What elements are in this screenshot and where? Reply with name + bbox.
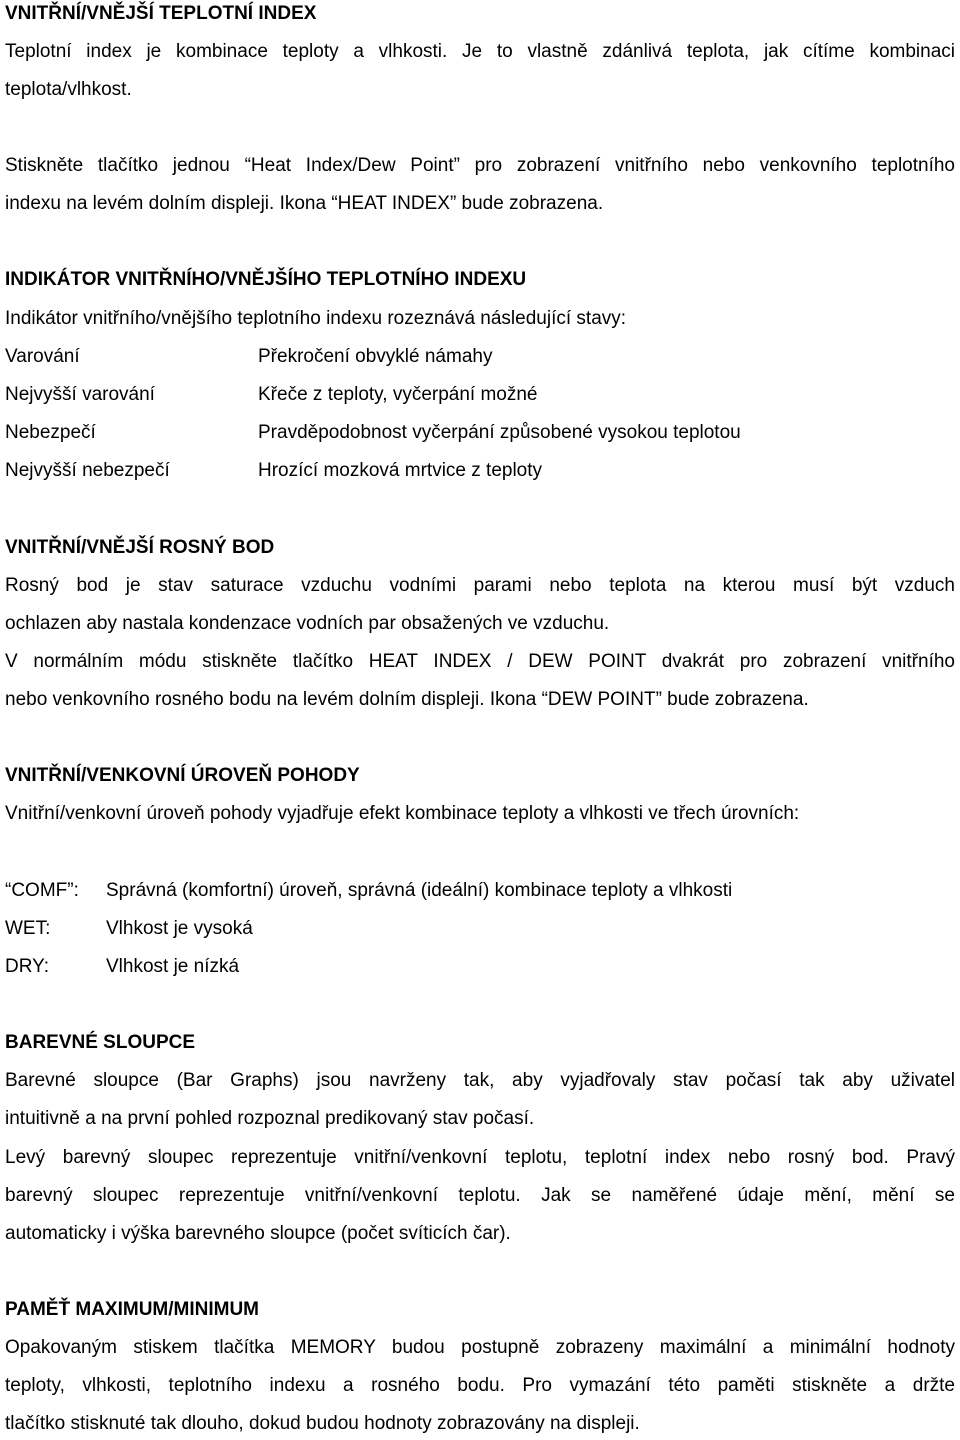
- bar-graphs-paragraph-line-5: automaticky i výška barevného sloupce (počet svíticích čar).: [5, 1223, 511, 1244]
- bar-graphs-paragraph-line-1: Barevné sloupce (Bar Graphs) jsou navrženy tak, aby vyjadřovaly stav počasí tak aby uživatel: [5, 1070, 955, 1091]
- bar-graphs-paragraph-line-2: intuitivně a na první pohled rozpoznal predikovaný stav počasí.: [5, 1108, 535, 1129]
- comfort-level-description: Správná (komfortní) úroveň, správná (ideální) kombinace teploty a vlhkosti: [106, 880, 733, 901]
- indicator-intro: Indikátor vnitřního/vnějšího teplotního indexu rozeznává následující stavy:: [5, 308, 627, 329]
- dew-point-instruction-line-2: nebo venkovního rosného bodu na levém dolním displeji. Ikona “DEW POINT” bude zobrazena.: [5, 689, 809, 710]
- memory-paragraph-line-1: Opakovaným stiskem tlačítka MEMORY budou postupně zobrazeny maximální a minimální hodnoty: [5, 1337, 955, 1358]
- bar-graphs-paragraph-line-4: barevný sloupec reprezentuje vnitřní/venkovní teplotu. Jak se naměřené údaje mění, mění se: [5, 1185, 955, 1206]
- heat-index-instruction-line-2: indexu na levém dolním displeji. Ikona “HEAT INDEX” bude zobrazena.: [5, 193, 604, 214]
- comfort-level-description: Vlhkost je nízká: [106, 956, 240, 977]
- indicator-state-description: Pravděpodobnost vyčerpání způsobené vysokou teplotou: [258, 422, 741, 443]
- indicator-heading: INDIKÁTOR VNITŘNÍHO/VNĚJŠÍHO TEPLOTNÍHO INDEXU: [5, 269, 527, 290]
- comfort-level-label: “COMF”:: [5, 880, 79, 901]
- indicator-state-label: Varování: [5, 346, 80, 367]
- memory-paragraph-line-2: teploty, vlhkosti, teplotního indexu a rosného bodu. Pro vymazání této paměti stiskněte a držte: [5, 1375, 955, 1396]
- dew-point-paragraph-line-2: ochlazen aby nastala kondenzace vodních par obsažených ve vzduchu.: [5, 613, 610, 634]
- dew-point-paragraph-line-1: Rosný bod je stav saturace vzduchu vodními parami nebo teplota na kterou musí být vzduch: [5, 575, 955, 596]
- comfort-intro: Vnitřní/venkovní úroveň pohody vyjadřuje efekt kombinace teploty a vlhkosti ve třech úrovních:: [5, 803, 800, 824]
- indicator-state-label: Nebezpečí: [5, 422, 96, 443]
- heat-index-paragraph-line-2: teplota/vlhkost.: [5, 79, 132, 100]
- dew-point-heading: VNITŘNÍ/VNĚJŠÍ ROSNÝ BOD: [5, 537, 275, 558]
- comfort-heading: VNITŘNÍ/VENKOVNÍ ÚROVEŇ POHODY: [5, 765, 360, 786]
- indicator-state-label: Nejvyšší varování: [5, 384, 155, 405]
- indicator-state-description: Křeče z teploty, vyčerpání možné: [258, 384, 538, 405]
- indicator-state-label: Nejvyšší nebezpečí: [5, 460, 170, 481]
- comfort-level-label: WET:: [5, 918, 51, 939]
- indicator-state-description: Hrozící mozková mrtvice z teploty: [258, 460, 543, 481]
- indicator-state-description: Překročení obvyklé námahy: [258, 346, 493, 367]
- heat-index-heading: VNITŘNÍ/VNĚJŠÍ TEPLOTNÍ INDEX: [5, 3, 317, 24]
- comfort-level-label: DRY:: [5, 956, 50, 977]
- memory-heading: PAMĚŤ MAXIMUM/MINIMUM: [5, 1299, 260, 1320]
- comfort-level-description: Vlhkost je vysoká: [106, 918, 253, 939]
- heat-index-instruction-line-1: Stiskněte tlačítko jednou “Heat Index/Dew Point” pro zobrazení vnitřního nebo venkovního teplotního: [5, 155, 955, 176]
- memory-paragraph-line-3: tlačítko stisknuté tak dlouho, dokud budou hodnoty zobrazovány na displeji.: [5, 1413, 640, 1434]
- bar-graphs-heading: BAREVNÉ SLOUPCE: [5, 1032, 196, 1053]
- dew-point-instruction-line-1: V normálním módu stiskněte tlačítko HEAT INDEX / DEW POINT dvakrát pro zobrazení vnitřního: [5, 651, 955, 672]
- bar-graphs-paragraph-line-3: Levý barevný sloupec reprezentuje vnitřní/venkovní teplotu, teplotní index nebo rosný bod. Pravý: [5, 1147, 955, 1168]
- heat-index-paragraph-line-1: Teplotní index je kombinace teploty a vlhkosti. Je to vlastně zdánlivá teplota, jak cítíme kombinaci: [5, 41, 955, 62]
